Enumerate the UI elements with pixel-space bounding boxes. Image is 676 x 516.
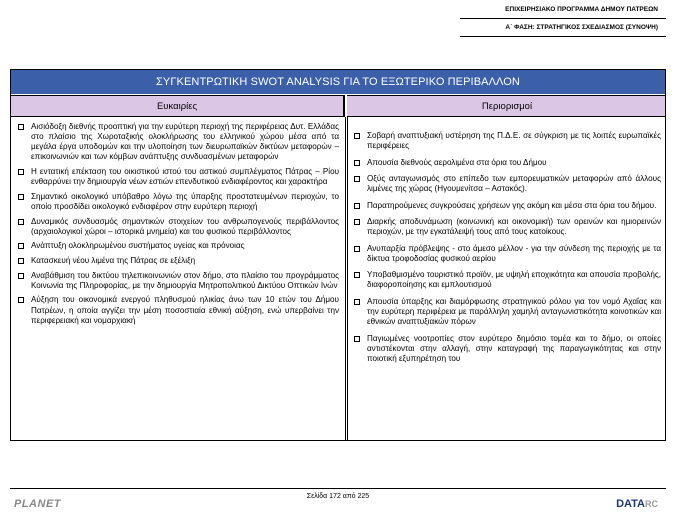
column-divider	[345, 117, 348, 440]
checkbox-bullet-icon	[18, 194, 24, 200]
document-header-subtitle: Α΄ ΦΑΣΗ: ΣΤΡΑΤΗΓΙΚΟΣ ΣΧΕΔΙΑΣΜΟΣ (ΣΥΝΟΨΗ)	[505, 24, 658, 31]
opportunity-list-item	[17, 295, 339, 325]
threat-item-text: Οξύς ανταγωνισμός στο επίπεδο των εμπορευματικών μεταφορών από άλλους λιμένες της χώρας (Ηγουμενίτσα – Αστακός).	[367, 174, 661, 194]
threat-list-item	[353, 244, 661, 264]
opportunities-heading: Ευκαιρίες	[11, 95, 345, 117]
opportunities-list	[17, 122, 339, 330]
checkbox-bullet-icon	[354, 272, 360, 278]
checkbox-bullet-icon	[18, 219, 24, 225]
threat-item-text: Υποβαθμισμένο τουριστικό προϊόν, με υψηλή εποχικότητα και απουσία προβολής, διαφοροποίησης και εμπλουτισμού	[367, 270, 661, 290]
threat-item-text: Απουσία διεθνούς αερολιμένα στα όρια του Δήμου	[367, 157, 547, 167]
checkbox-bullet-icon	[18, 297, 24, 303]
document-header-title: ΕΠΙΧΕΙΡΗΣΙΑΚΟ ΠΡΟΓΡΑΜΜΑ ΔΗΜΟΥ ΠΑΤΡΕΩΝ	[505, 6, 658, 13]
checkbox-bullet-icon	[354, 336, 360, 342]
opportunity-list-item	[17, 192, 339, 212]
swot-table	[10, 69, 666, 441]
header-rule	[460, 36, 666, 37]
threats-heading: Περιορισμοί	[347, 95, 666, 117]
threat-list-item	[353, 217, 661, 237]
opportunity-item-text: Αισιόδοξη διεθνής προοπτική για την ευρύτερη περιοχή της περιφέρειας Δυτ. Ελλάδας στο πλαίσιο της Χωροταξικής ολοκλήρωσης του ελληνικού χώρου μέσα από τα μεγάλα έργα υποδομών και την υλοποίηση των διευρωπαϊκών δικτύων μεταφορών – επικοινωνιών και των κόμβων ανάπτυξης συνδυασμένων μεταφορών	[31, 122, 339, 162]
opportunity-item-text: Η εντατική επέκταση του οικιστικού ιστού του αστικού συμπλέγματος Πάτρας – Ρίου ενθαρρύνει την δημιουργία νέων εστιών επενδυτικού ενδιαφέροντος και χαρακτήρα	[31, 166, 339, 187]
planet-logo-text: PLANET	[14, 498, 61, 510]
checkbox-bullet-icon	[354, 299, 360, 305]
opportunity-list-item	[17, 217, 339, 237]
threat-item-text: Απουσία ύπαρξης και διαμόρφωσης στρατηγικού ρόλου για τον νομό Αχαΐας και την ευρύτερη περιφέρεια με παράλληλη χαμηλή ανταγωνιστικότητα κοινοτικών και εθνικών αναπτυξιακών πόρων	[367, 296, 661, 327]
header-rule	[460, 18, 666, 19]
threat-list-item	[353, 297, 661, 327]
threat-list-item	[353, 270, 661, 290]
opportunity-list-item	[17, 167, 339, 187]
opportunity-item-text: Αναβάθμιση του δικτύου τηλεπικοινωνιών στον δήμο, στο πλαίσιο του προγράμματος Κοινωνία της Πληροφορίας, με την δημιουργία Μητροπολιτικού Δικτύου Οπτικών Ινών	[31, 270, 339, 290]
checkbox-bullet-icon	[18, 169, 24, 175]
opportunity-list-item	[17, 122, 339, 162]
checkbox-bullet-icon	[18, 258, 24, 264]
opportunity-item-text: Κατασκευή νέου λιμένα της Πάτρας σε εξέλιξη	[31, 256, 196, 265]
opportunity-list-item	[17, 256, 339, 266]
opportunity-list-item	[17, 271, 339, 291]
threat-item-text: Ανυπαρξία πρόβλεψης - στο άμεσο μέλλον - για την σύνδεση της περιοχής με τα δίκτυα τροφοδοσίας φυσικού αερίου	[367, 243, 661, 263]
opportunity-item-text: Δυναμικός συνδυασμός σημαντικών στοιχείων του ανθρωπογενούς περιβάλλοντος (αρχαιολογικοί χώροι – ιστορικά μνημεία) και του φυσικού περιβάλλοντος	[31, 216, 339, 236]
checkbox-bullet-icon	[354, 219, 360, 225]
checkbox-bullet-icon	[354, 203, 360, 209]
threat-list-item	[353, 201, 661, 211]
opportunity-item-text: Ανάπτυξη ολοκληρωμένου συστήματος υγείας και πρόνοιας	[31, 241, 245, 251]
data-rc-logo	[616, 494, 658, 512]
threat-item-text: Παρατηρούμενες συγκρούσεις χρήσεων γης ακόμη και μέσα στα όρια του δήμου.	[367, 200, 657, 210]
threat-item-text: Σοβαρή αναπτυξιακή υστέρηση της Π.Δ.Ε. σε σύγκριση με τις λοιπές ευρωπαϊκές περιφέρειες	[367, 131, 661, 151]
opportunity-list-item	[17, 241, 339, 251]
threat-item-text: Διαρκής αποδυνάμωση (κοινωνική και οικονομική) των ορεινών και ημιορεινών περιοχών, με την εγκατάλειψή τους από τους κατοίκους.	[367, 217, 661, 237]
checkbox-bullet-icon	[354, 160, 360, 166]
checkbox-bullet-icon	[18, 273, 24, 279]
threat-list-item	[353, 334, 661, 364]
data-logo-text: DATA	[616, 498, 645, 510]
checkbox-bullet-icon	[18, 243, 24, 249]
opportunity-item-text: Αύξηση του οικονομικά ενεργού πληθυσμού ηλικίας άνω των 10 ετών του Δήμου Πατρέων, η οποία αγγίζει την μέση ποσοστιαία εθνική αύξηση, ενώ υπερβαίνει την περιφερειακή και νομαρχιακή	[31, 295, 339, 325]
checkbox-bullet-icon	[354, 133, 360, 139]
checkbox-bullet-icon	[354, 176, 360, 182]
swot-table-title: ΣΥΓΚΕΝΤΡΩΤΙΚΗ SWOT ANALYSIS ΓΙΑ ΤΟ ΕΞΩΤΕΡΙΚΟ ΠΕΡΙΒΑΛΛΟΝ	[11, 70, 665, 94]
page-number: Σελίδα 172 από 225	[306, 493, 370, 500]
threat-list-item	[353, 131, 661, 151]
threat-list-item	[353, 174, 661, 194]
rc-logo-text: RC	[645, 499, 658, 509]
threat-list-item	[353, 158, 661, 168]
opportunity-item-text: Σημαντικό οικολογικό υπόβαθρο λόγω της ύπαρξης προστατευμένων περιοχών, το οποίο προσδίδει οικολογικό ενδιαφέρον στην ευρύτερη περιοχή	[31, 191, 339, 211]
footer-rule	[10, 488, 666, 489]
threat-item-text: Παγιωμένες νοοτροπίες στον ευρύτερο δημόσιο τομέα και το δήμο, οι οποίες αντιστέκονται στην αλλαγή, στην καταγραφή της παραγωγικότητας και στην ποιοτική εξυπηρέτηση του	[367, 333, 661, 363]
checkbox-bullet-icon	[354, 246, 360, 252]
checkbox-bullet-icon	[18, 124, 24, 130]
threats-list	[353, 131, 661, 370]
